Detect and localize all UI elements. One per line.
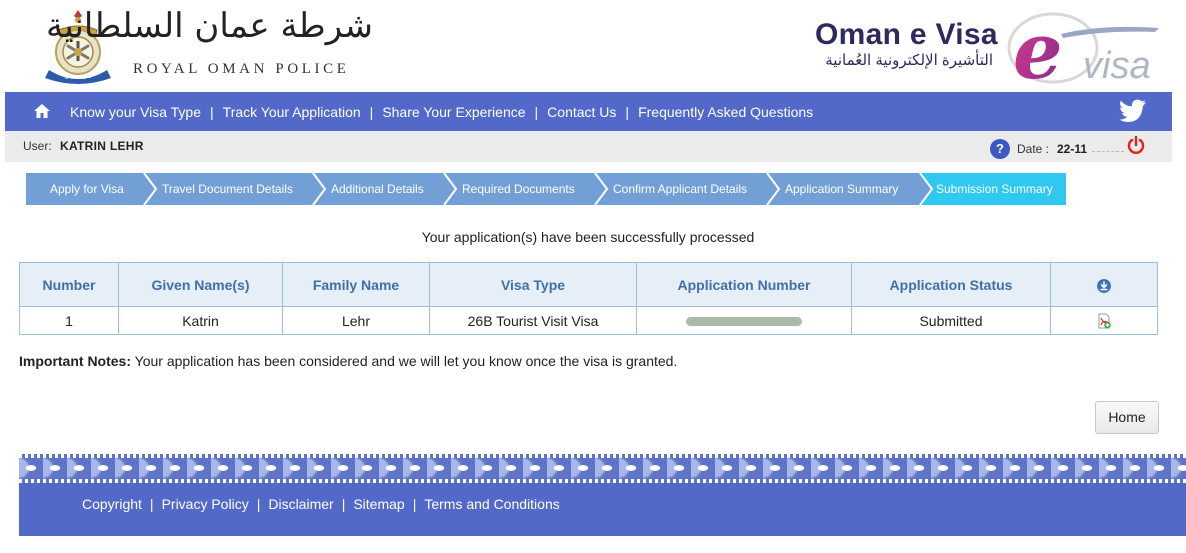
footer-separator: | bbox=[256, 496, 261, 512]
cell-given-name: Katrin bbox=[119, 307, 283, 335]
step-label: Submission Summary bbox=[936, 182, 1053, 196]
cell-application-number bbox=[637, 307, 852, 335]
nav-know-visa-type[interactable]: Know your Visa Type bbox=[70, 103, 202, 120]
step-additional-details[interactable] bbox=[331, 173, 424, 205]
home-icon[interactable] bbox=[33, 102, 51, 120]
step-label: Travel Document Details bbox=[162, 182, 293, 196]
cell-visa-type: 26B Tourist Visit Visa bbox=[430, 307, 637, 335]
evisa-arabic-title: التأشيرة الإلكترونية العُمانية bbox=[825, 52, 993, 69]
rop-english-title: ROYAL OMAN POLICE bbox=[133, 61, 350, 77]
col-visa-type: Visa Type bbox=[430, 263, 637, 307]
svg-text:شرطة عمان: شرطة عمان bbox=[64, 74, 92, 80]
notes-text: Your application has been considered and we will let you know once the visa is granted. bbox=[131, 353, 678, 369]
col-application-status: Application Status bbox=[852, 263, 1051, 307]
main-navbar bbox=[5, 92, 1172, 131]
site-footer bbox=[19, 483, 1186, 536]
user-label: User: bbox=[23, 139, 52, 153]
date-redacted bbox=[1092, 144, 1124, 152]
step-confirm-applicant-details[interactable] bbox=[613, 173, 747, 205]
evisa-logo-visa: visa bbox=[1083, 45, 1151, 86]
cell-number: 1 bbox=[20, 307, 119, 335]
step-apply-for-visa[interactable] bbox=[50, 173, 124, 205]
step-label: Required Documents bbox=[462, 182, 575, 196]
pdf-icon[interactable] bbox=[1096, 313, 1112, 329]
power-icon[interactable] bbox=[1126, 135, 1146, 155]
nav-faq[interactable]: Frequently Asked Questions bbox=[638, 103, 814, 120]
footer-pattern-border-top bbox=[19, 454, 1186, 458]
twitter-icon[interactable] bbox=[1119, 99, 1147, 123]
cell-family-name: Lehr bbox=[283, 307, 430, 335]
nav-links bbox=[70, 92, 813, 131]
col-number: Number bbox=[20, 263, 119, 307]
col-given-names: Given Name(s) bbox=[119, 263, 283, 307]
footer-terms[interactable]: Terms and Conditions bbox=[424, 496, 560, 512]
footer-disclaimer[interactable]: Disclaimer bbox=[268, 496, 334, 512]
step-label: Additional Details bbox=[331, 182, 424, 196]
nav-share-experience[interactable]: Share Your Experience bbox=[382, 103, 526, 120]
table-row bbox=[20, 307, 1158, 335]
evisa-logo-e: e bbox=[1013, 10, 1063, 86]
nav-separator: | bbox=[210, 103, 214, 120]
nav-track-application[interactable]: Track Your Application bbox=[222, 103, 361, 120]
table-header-row bbox=[20, 263, 1158, 307]
evisa-logo bbox=[1001, 10, 1159, 86]
footer-copyright[interactable]: Copyright bbox=[82, 496, 142, 512]
download-icon[interactable] bbox=[1097, 279, 1111, 293]
step-submission-summary[interactable] bbox=[936, 173, 1053, 205]
help-icon[interactable]: ? bbox=[990, 139, 1010, 159]
step-label: Apply for Visa bbox=[50, 182, 124, 196]
nav-contact-us[interactable]: Contact Us bbox=[547, 103, 617, 120]
rop-arabic-title: شرطة عمان السلطانية bbox=[45, 6, 373, 46]
step-travel-document-details[interactable] bbox=[162, 173, 293, 205]
user-name: KATRIN LEHR bbox=[60, 139, 144, 153]
notes-label: Important Notes: bbox=[19, 353, 131, 369]
evisa-title: Oman e Visa bbox=[815, 18, 998, 51]
important-notes bbox=[19, 353, 677, 369]
footer-separator: | bbox=[341, 496, 346, 512]
site-header bbox=[5, 0, 1172, 92]
cell-pdf bbox=[1051, 307, 1158, 335]
nav-separator: | bbox=[534, 103, 539, 120]
footer-privacy-policy[interactable]: Privacy Policy bbox=[161, 496, 249, 512]
col-application-number: Application Number bbox=[637, 263, 852, 307]
user-bar bbox=[5, 131, 1172, 162]
step-required-documents[interactable] bbox=[462, 173, 575, 205]
step-label: Application Summary bbox=[785, 182, 899, 196]
success-message: Your application(s) have been successfully processed bbox=[421, 229, 755, 245]
cell-application-status: Submitted bbox=[852, 307, 1051, 335]
application-number-redacted bbox=[686, 317, 802, 326]
footer-separator: | bbox=[412, 496, 417, 512]
step-label: Confirm Applicant Details bbox=[613, 182, 748, 196]
applications-table bbox=[19, 262, 1158, 335]
col-download bbox=[1051, 263, 1158, 307]
footer-sitemap[interactable]: Sitemap bbox=[353, 496, 405, 512]
date-label: Date : bbox=[1017, 142, 1050, 156]
step-application-summary[interactable] bbox=[785, 173, 898, 205]
footer-separator: | bbox=[149, 496, 154, 512]
home-button[interactable]: Home bbox=[1095, 401, 1159, 434]
col-family-name: Family Name bbox=[283, 263, 430, 307]
progress-steps bbox=[26, 173, 1068, 205]
nav-separator: | bbox=[369, 103, 374, 120]
footer-links bbox=[82, 483, 560, 525]
date-value: 22-11 bbox=[1057, 142, 1088, 156]
nav-separator: | bbox=[625, 103, 630, 120]
